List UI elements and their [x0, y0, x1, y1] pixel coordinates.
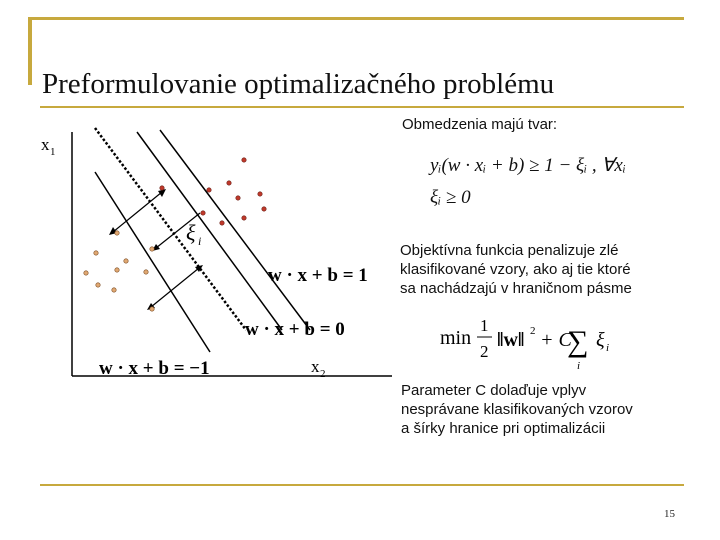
- slide-title: Preformulovanie optimalizačného problému: [42, 68, 555, 100]
- formula-sum: ∑: [567, 325, 589, 358]
- objective-line-2: klasifikované vzory, ako aj tie ktoré: [400, 261, 631, 278]
- axis-x-sub: 2: [320, 368, 326, 380]
- point: [201, 211, 205, 215]
- axis-y-label: x: [41, 135, 50, 154]
- class-b-points: [84, 231, 154, 311]
- point: [150, 307, 154, 311]
- point: [144, 270, 148, 274]
- point: [242, 216, 246, 220]
- point: [227, 181, 231, 185]
- formula-xi: ξ: [596, 329, 605, 351]
- formula-frac-num: 1: [480, 316, 489, 335]
- formula-min: min: [440, 327, 472, 349]
- footer-divider: [40, 484, 684, 486]
- constraint-line-1: yᵢ(w · xᵢ + b) ≥ 1 − ξᵢ , ∀xᵢ: [430, 155, 626, 176]
- formula-norm: ‖w‖: [497, 329, 525, 351]
- point: [94, 251, 98, 255]
- point: [150, 247, 154, 251]
- page-number: 15: [664, 508, 675, 520]
- point: [258, 192, 262, 196]
- eq-minus-label: w · x + b = −1: [99, 358, 210, 379]
- formula-sq: 2: [530, 325, 536, 337]
- point: [115, 231, 119, 235]
- axis-y-sub: 1: [50, 146, 56, 158]
- margin-arrow-lower: [151, 268, 199, 307]
- eq-plus-label: w · x + b = 1: [268, 265, 368, 286]
- class-a-points: [160, 158, 266, 225]
- formula-frac-den: 2: [480, 342, 489, 361]
- point: [124, 259, 128, 263]
- parameter-line-2: nesprávane klasifikovaných vzorov: [401, 401, 633, 418]
- parameter-line-1: Parameter C dolaďuje vplyv: [401, 382, 587, 399]
- point: [115, 268, 119, 272]
- point: [207, 188, 211, 192]
- objective-line-1: Objektívna funkcia penalizuje zlé: [400, 242, 619, 259]
- point: [236, 196, 240, 200]
- point: [242, 158, 246, 162]
- hyperplane-line-right: [160, 130, 310, 330]
- constraints-heading: Obmedzenia majú tvar:: [402, 116, 558, 133]
- formula-xi-sub: i: [606, 342, 610, 354]
- axis-x-label: x: [311, 357, 320, 376]
- eq-zero-label: w · x + b = 0: [245, 319, 345, 340]
- formula-plus-c: + C: [540, 329, 572, 351]
- point: [96, 283, 100, 287]
- xi-label: ξ: [186, 220, 196, 245]
- point: [262, 207, 266, 211]
- point: [160, 186, 164, 190]
- point: [84, 271, 88, 275]
- objective-line-3: sa nachádzajú v hraničnom pásme: [400, 280, 632, 297]
- point: [112, 288, 116, 292]
- parameter-line-3: a šírky hranice pri optimalizácii: [401, 420, 606, 437]
- point: [220, 221, 224, 225]
- formula-sum-sub: i: [577, 360, 581, 372]
- constraint-line-2: ξᵢ ≥ 0: [430, 187, 471, 208]
- hyperplane-line: [95, 128, 246, 330]
- xi-sub: i: [198, 234, 202, 248]
